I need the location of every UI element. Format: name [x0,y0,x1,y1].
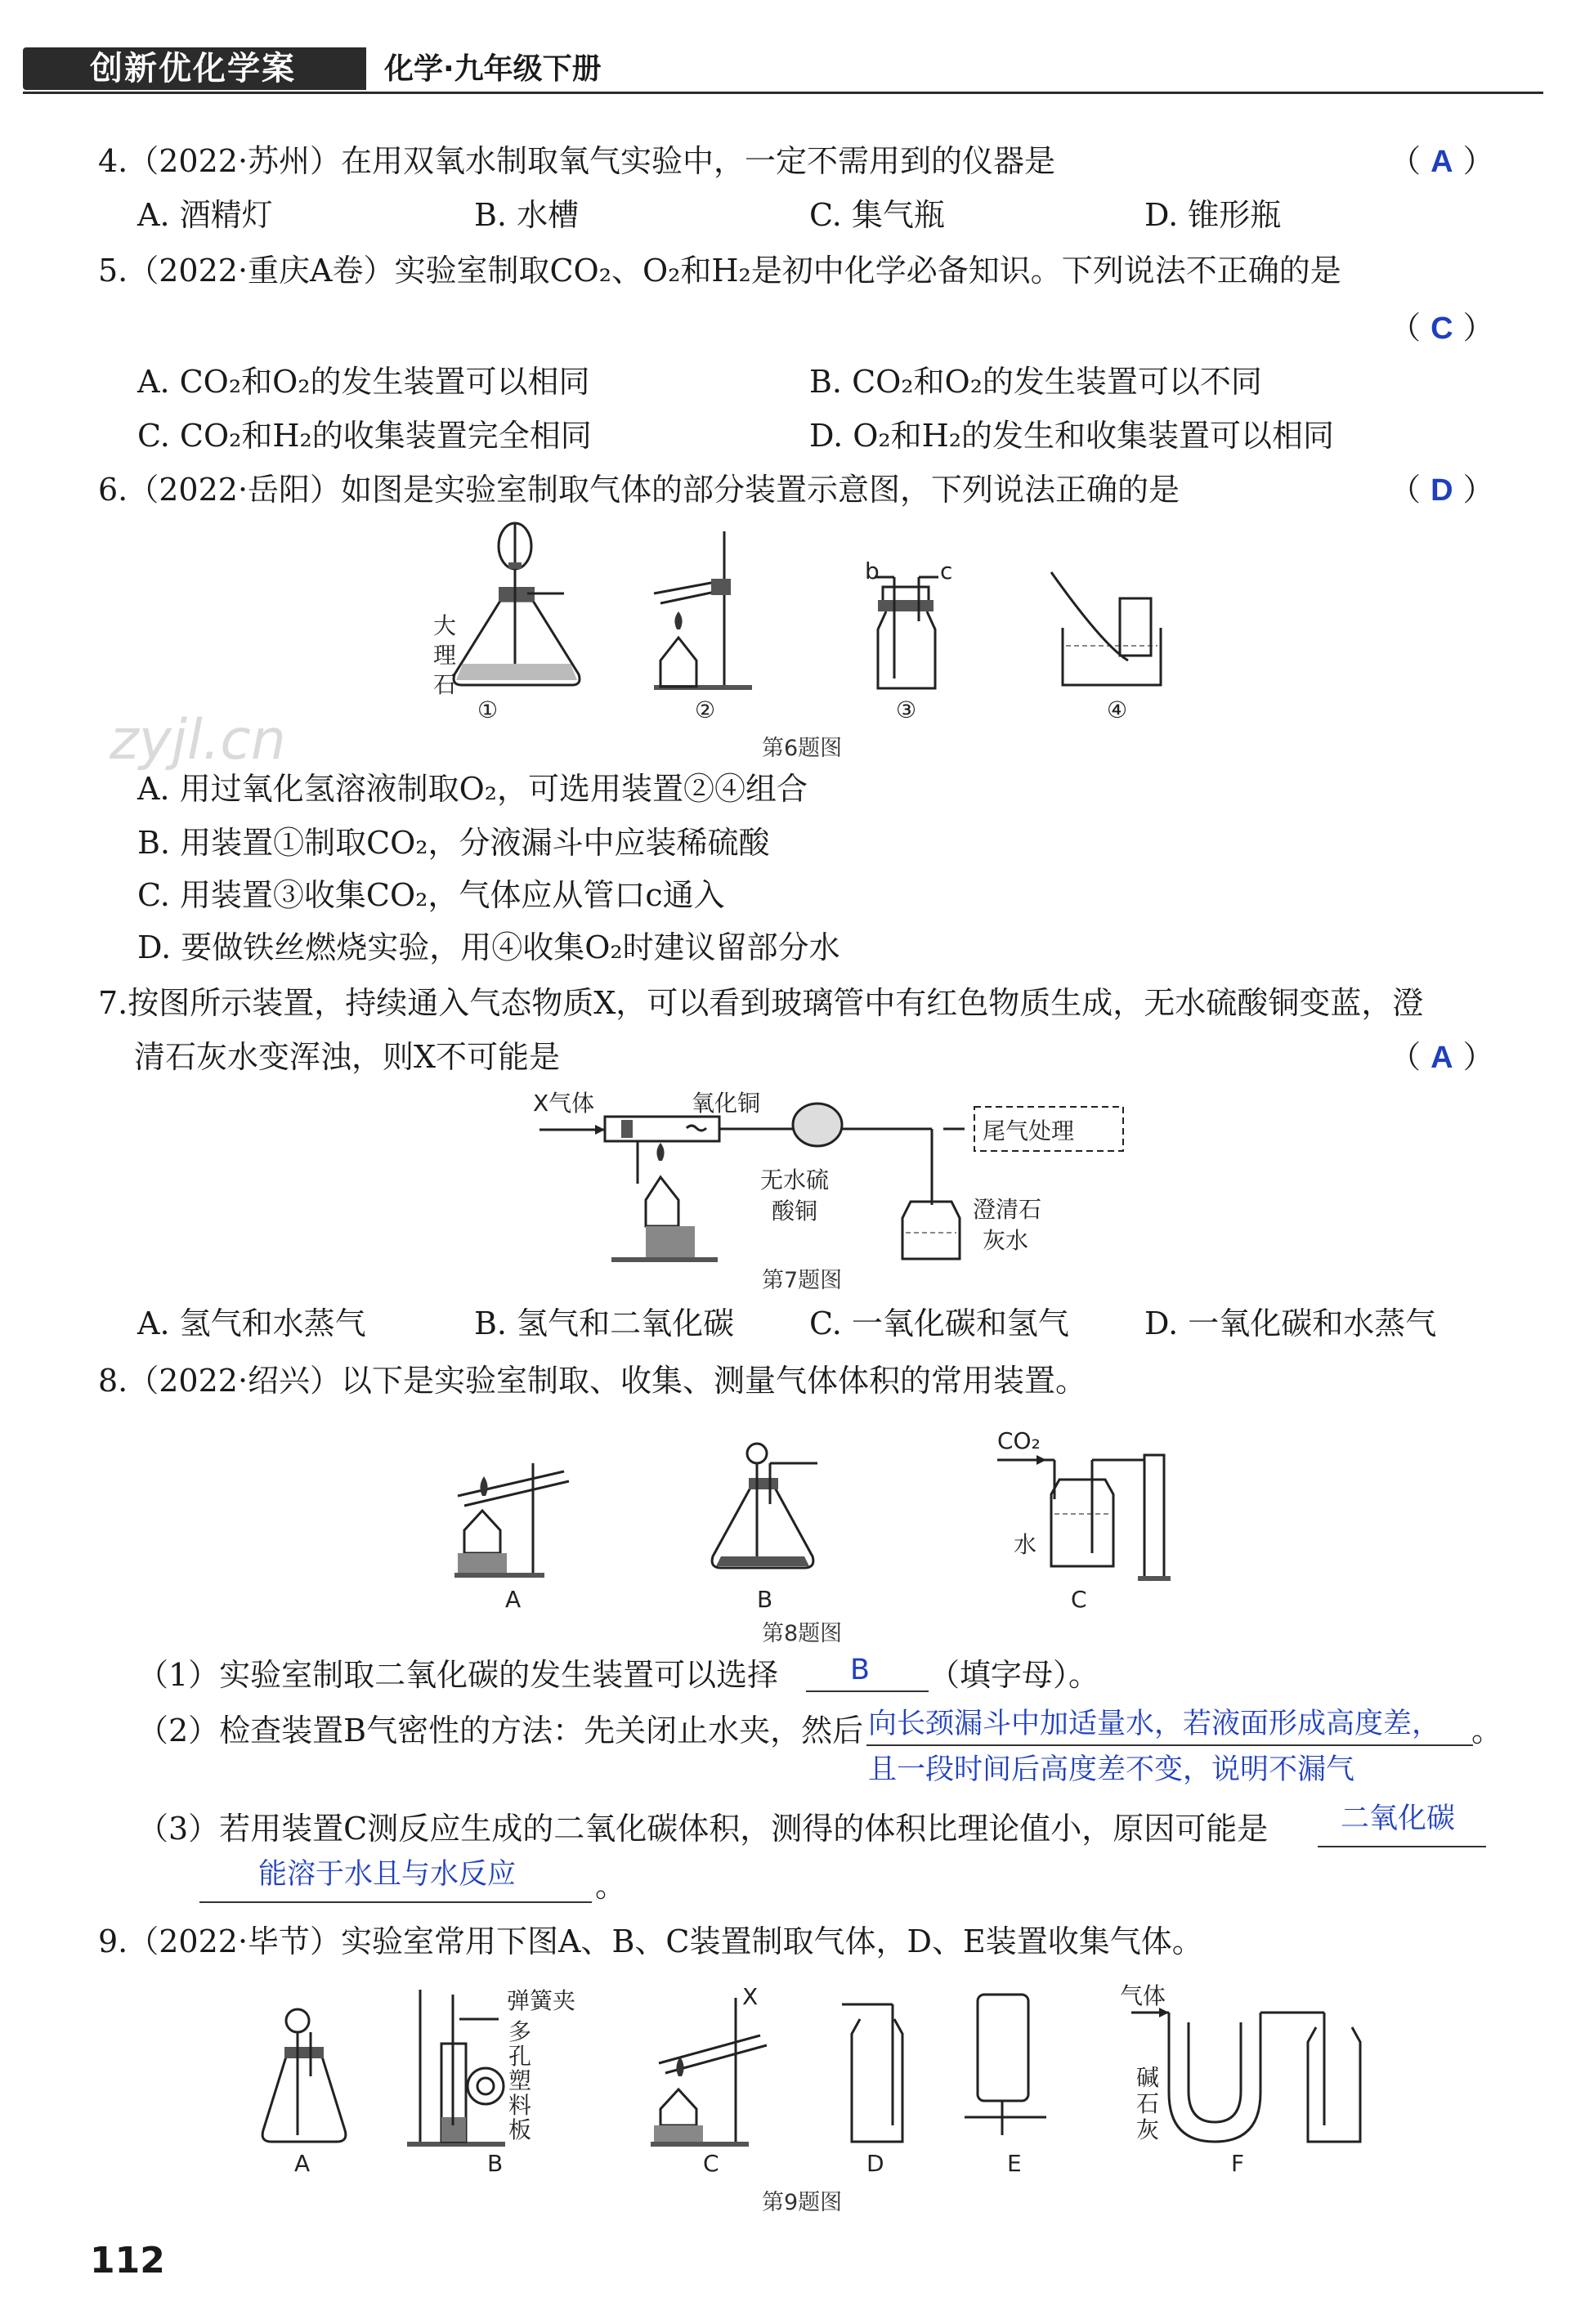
q9-caption: 第9题图 [762,2190,843,2215]
q4-option-b: B. 水槽 [474,197,580,233]
q6-stem: 6.（2022·岳阳）如图是实验室制取气体的部分装置示意图，下列说法正确的是 [98,472,1180,508]
q7-option-c: C. 一氧化碳和氢气 [809,1305,1069,1341]
q9-label-spring: 弹簧夹 [507,1987,576,2014]
q8-part2-text: （2）检查装置B气密性的方法：先关闭止水夹，然后 [137,1713,864,1749]
q7-option-a: A. 氢气和水蒸气 [137,1305,366,1341]
q7-answer: A [1430,1041,1453,1075]
page-number: 112 [90,2240,165,2281]
q5-option-c: C. CO₂和H₂的收集装置完全相同 [137,418,592,454]
q5-stem: 5.（2022·重庆A卷）实验室制取CO₂、O₂和H₂是初中化学必备知识。下列说法不正确的是 [98,253,1341,289]
q9-label-plate-2: 孔 [508,2043,532,2070]
q8-label-c: C [1071,1586,1087,1613]
header-brand: 创新优化学案 [90,50,296,87]
q6-caption: 第6题图 [762,736,843,761]
q8-part3-end: 。 [595,1868,627,1904]
q8-part1-text: （1）实验室制取二氧化碳的发生装置可以选择 [137,1657,779,1693]
q9-label-e: E [1007,2150,1022,2177]
q8-part2-answer-2: 且一段时间后高度差不变，说明不漏气 [868,1753,1355,1786]
q9-stem: 9.（2022·毕节）实验室常用下图A、B、C装置制取气体，D、E装置收集气体。 [98,1923,1203,1959]
q6-label-n3: ③ [896,696,917,723]
q8-part1-post: （填字母）。 [929,1657,1100,1693]
q9-label-b: B [487,2150,504,2177]
q4-option-d: D. 锥形瓶 [1144,197,1282,233]
q7-label-cuso4-b: 酸铜 [772,1198,818,1225]
q7-label-lime-a: 澄清石 [973,1196,1042,1223]
q9-label-x: X [742,1983,759,2010]
q7-option-d: D. 一氧化碳和水蒸气 [1144,1305,1437,1341]
q4-answer-bracket: （ A ） [1390,143,1494,179]
q9-label-plate-4: 料 [508,2092,532,2119]
q7-label-cuso4-a: 无水硫 [760,1166,830,1193]
q6-option-c: C. 用装置③收集CO₂，气体应从管口c通入 [137,877,725,913]
q9-label-soda-3: 灰 [1136,2116,1160,2143]
q8-part2-end: 。 [1471,1713,1503,1749]
q7-answer-bracket: （ A ） [1390,1039,1494,1075]
q9-label-a: A [294,2150,311,2177]
q4-answer: A [1430,145,1453,179]
q6-answer-bracket: （ D ） [1390,472,1494,508]
q6-option-d: D. 要做铁丝燃烧实验，用④收集O₂时建议留部分水 [137,929,840,965]
q5-option-a: A. CO₂和O₂的发生装置可以相同 [137,364,590,400]
q4-option-c: C. 集气瓶 [809,197,945,233]
q4-stem: 4.（2022·苏州）在用双氧水制取氧气实验中，一定不需用到的仪器是 [98,143,1056,179]
q7-stem-line1: 7.按图所示装置，持续通入气态物质X，可以看到玻璃管中有红色物质生成，无水硫酸铜变蓝，澄 [98,985,1424,1021]
q6-label-c: c [940,557,953,584]
q8-caption: 第8题图 [762,1621,843,1646]
q6-label-n1: ① [477,696,499,723]
q9-label-c: C [703,2150,719,2177]
q6-option-a: A. 用过氧化氢溶液制取O₂，可选用装置②④组合 [137,771,808,807]
q4-option-a: A. 酒精灯 [137,197,273,233]
q7-stem-line2: 清石灰水变浑浊，则X不可能是 [134,1039,561,1075]
q8-part3-text: （3）若用装置C测反应生成的二氧化碳体积，测得的体积比理论值小，原因可能是 [137,1811,1269,1847]
q5-option-d: D. O₂和H₂的发生和收集装置可以相同 [809,418,1335,454]
q8-label-a: A [505,1586,522,1613]
q6-answer: D [1430,473,1453,508]
q9-label-soda-2: 石 [1136,2090,1160,2117]
q7-option-b: B. 氢气和二氧化碳 [474,1305,735,1341]
q9-label-soda-1: 碱 [1136,2064,1160,2091]
q8-part2-answer-1: 向长颈漏斗中加适量水，若液面形成高度差， [868,1708,1441,1740]
q7-caption: 第7题图 [762,1268,843,1293]
q9-label-plate-1: 多 [508,2018,532,2045]
q8-stem: 8.（2022·绍兴）以下是实验室制取、收集、测量气体体积的常用装置。 [98,1363,1087,1399]
q9-label-plate-5: 板 [508,2116,532,2143]
q8-part1-answer: B [850,1654,871,1686]
q6-label-b: b [865,557,880,584]
q7-label-tail: 尾气处理 [983,1117,1075,1144]
q9-label-plate-3: 塑 [508,2067,532,2094]
q7-label-xgas: X气体 [533,1090,595,1117]
header-subject: 化学·九年级下册 [384,52,602,86]
q7-label-cuo: 氧化铜 [692,1090,761,1117]
q8-label-water: 水 [1014,1531,1037,1558]
q6-label-n2: ② [695,696,716,723]
q6-label-marble-1: 大理石 [433,612,457,698]
q6-option-b: B. 用装置①制取CO₂，分液漏斗中应装稀硫酸 [137,825,770,861]
q5-answer-bracket: （ C ） [1390,310,1494,346]
q8-part3-answer-1: 二氧化碳 [1341,1802,1456,1835]
q5-option-b: B. CO₂和O₂的发生装置可以不同 [809,364,1262,400]
q9-label-d: D [866,2150,884,2177]
q9-label-f: F [1231,2150,1245,2177]
q5-answer: C [1430,311,1453,346]
q8-label-b: B [757,1586,773,1613]
watermark: zyjl.cn [110,708,286,772]
q8-part3-answer-2: 能溶于水且与水反应 [258,1858,517,1891]
q9-label-gas: 气体 [1120,1982,1166,2009]
q6-label-n4: ④ [1107,696,1128,723]
q7-label-lime-b: 灰水 [983,1227,1029,1254]
q8-label-co2: CO₂ [997,1427,1041,1454]
